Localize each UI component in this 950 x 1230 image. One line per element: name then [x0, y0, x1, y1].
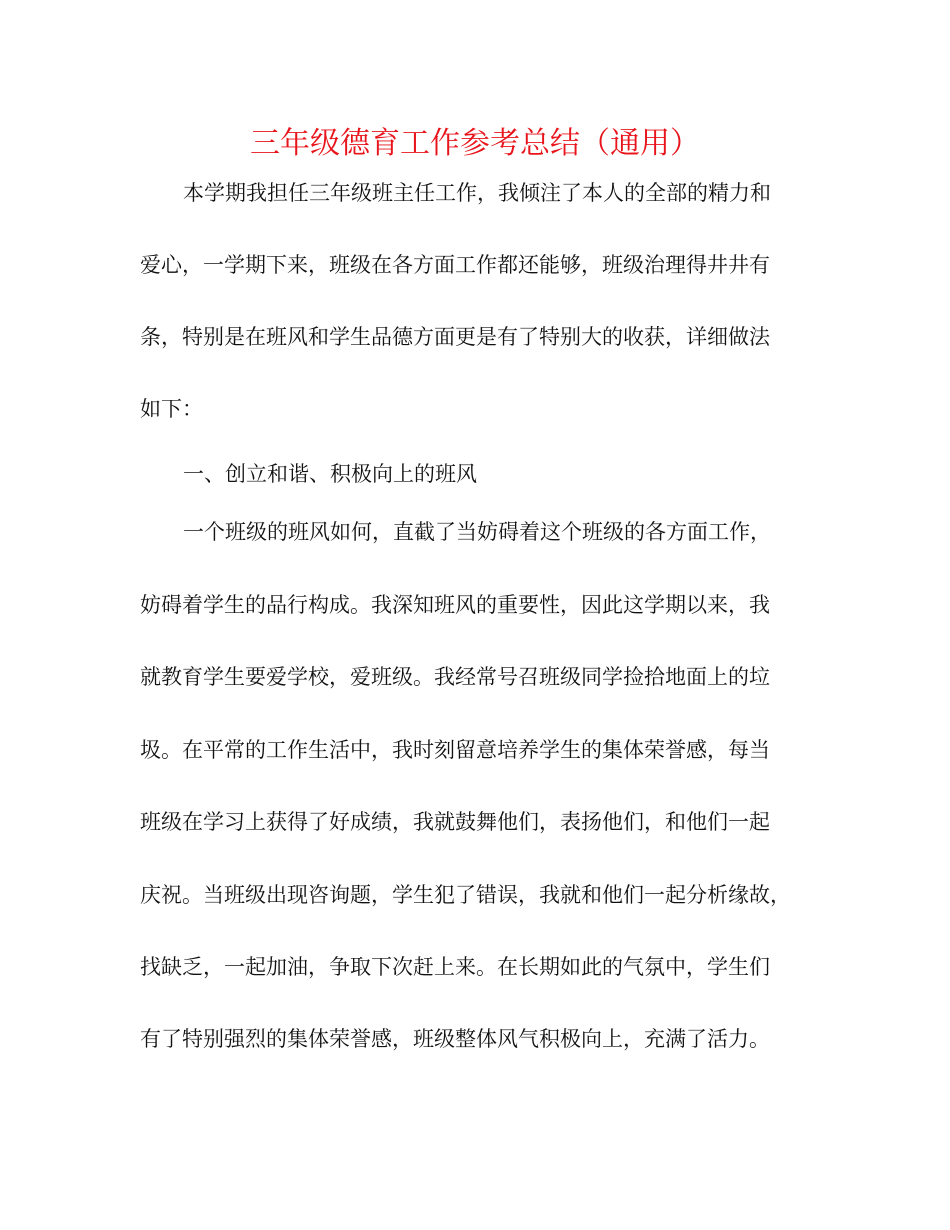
paragraph-2-line-4: 圾。在平常的工作生活中，我时刻留意培养学生的集体荣誉感，每当 [140, 738, 770, 762]
paragraph-1-line-3: 条，特别是在班风和学生品德方面更是有了特别大的收获，详细做法 [140, 325, 770, 349]
paragraph-1-line-1: 本学期我担任三年级班主任工作，我倾注了本人的全部的精力和 [183, 181, 771, 205]
paragraph-1-line-4: 如下： [140, 397, 203, 421]
paragraph-1-line-2: 爱心，一学期下来，班级在各方面工作都还能够，班级治理得井井有 [140, 253, 770, 277]
document-title: 三年级德育工作参考总结（通用） [250, 126, 700, 161]
paragraph-2-line-1: 一个班级的班风如何，直截了当妨碍着这个班级的各方面工作， [183, 520, 771, 544]
section-heading-1: 一、创立和谐、积极向上的班风 [183, 462, 477, 486]
paragraph-2-line-7: 找缺乏，一起加油，争取下次赶上来。在长期如此的气氛中，学生们 [140, 955, 770, 979]
paragraph-2-line-8: 有了特别强烈的集体荣誉感，班级整体风气积极向上，充满了活力。 [140, 1027, 770, 1051]
paragraph-2-line-5: 班级在学习上获得了好成绩，我就鼓舞他们，表扬他们，和他们一起 [140, 810, 770, 834]
paragraph-2-line-2: 妨碍着学生的品行构成。我深知班风的重要性，因此这学期以来，我 [140, 593, 770, 617]
paragraph-2-line-3: 就教育学生要爱学校，爱班级。我经常号召班级同学捡拾地面上的垃 [140, 665, 770, 689]
paragraph-2-line-6: 庆祝。当班级出现咨询题，学生犯了错误，我就和他们一起分析缘故， [140, 883, 791, 907]
